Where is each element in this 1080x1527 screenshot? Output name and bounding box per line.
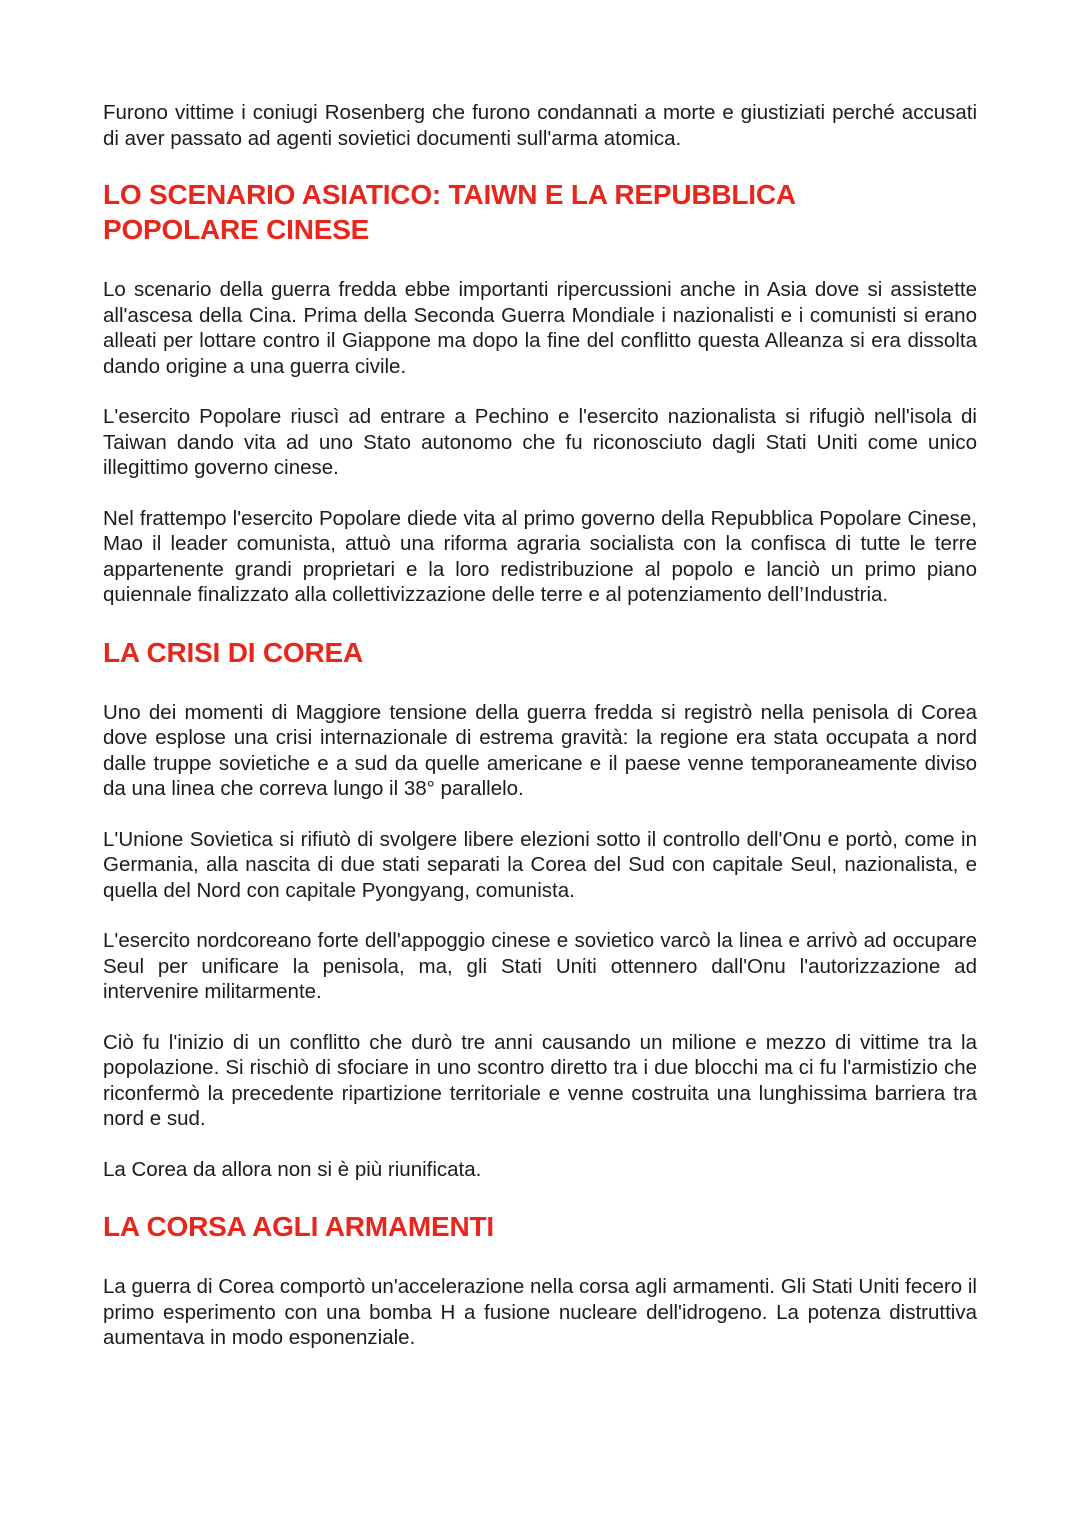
corea-paragraph-3: L'esercito nordcoreano forte dell'appoggio cinese e sovietico varcò la linea e arrivò ad occupare Seul per unificare la penisola, ma, gli Stati Uniti ottennero dall'Onu l'autorizzazione ad intervenire militarmente. [103, 929, 977, 1003]
corea-paragraph-1: Uno dei momenti di Maggiore tensione della guerra fredda si registrò nella penisola di Corea dove esplose una crisi internazionale di estrema gravità: la regione era stata occupata a nord dalle truppe sovietiche e a sud da quelle americane e il paese venne temporaneamente diviso da una linea che correva lungo il 38° parallelo. [103, 700, 977, 800]
armamenti-paragraph-1: La guerra di Corea comportò un'accelerazione nella corsa agli armamenti. Gli Stati Uniti fecero il primo esperimento con una bomba H a fusione nucleare dell'idrogeno. La potenza distruttiva aumentava in modo esponenziale. [103, 1275, 977, 1349]
asia-paragraph-2: L'esercito Popolare riuscì ad entrare a Pechino e l'esercito nazionalista si rifugiò nell'isola di Taiwan dando vita ad uno Stato autonomo che fu riconosciuto dagli Stati Uniti come unico illegittimo governo cinese. [103, 405, 977, 479]
corea-paragraph-2: L'Unione Sovietica si rifiutò di svolgere libere elezioni sotto il controllo dell'Onu e portò, come in Germania, alla nascita di due stati separati la Corea del Sud con capitale Seul, nazionalista, e quella del Nord con capitale Pyongyang, comunista. [103, 827, 977, 902]
heading-crisi-corea: LA CRISI DI COREA [103, 636, 364, 668]
asia-paragraph-3: Nel frattempo l'esercito Popolare diede vita al primo governo della Repubblica Popolare Cinese, Mao il leader comunista, attuò una riforma agraria socialista con la confisca di tutte le terre appartenente grandi proprietari e la loro redistribuzione al popolo e lanciò un primo piano quiennale finalizzato alla collettivizzazione delle terre e al potenziamento dell’Industria. [103, 506, 977, 606]
corea-paragraph-4: Ciò fu l'inizio di un conflitto che durò tre anni causando un milione e mezzo di vittime tra la popolazione. Si rischiò di sfociare in uno scontro diretto tra i due blocchi ma ci fu l'armistizio che riconfermò la precedente ripartizione territoriale e venne costruita una lunghissima barriera tra nord e sud. [103, 1030, 977, 1130]
heading-corsa-armamenti: LA CORSA AGLI ARMAMENTI [103, 1211, 494, 1242]
corea-paragraph-5: La Corea da allora non si è più riunificata. [103, 1157, 482, 1181]
intro-paragraph: Furono vittime i coniugi Rosenberg che furono condannati a morte e giustiziati perché accusati di aver passato ad agenti sovietici documenti sull'arma atomica. [103, 101, 977, 150]
asia-paragraph-1: Lo scenario della guerra fredda ebbe importanti ripercussioni anche in Asia dove si assistette all'ascesa della Cina. Prima della Seconda Guerra Mondiale i nazionalisti e i comunisti si erano alleati per lottare contro il Giappone ma dopo la fine del conflitto questa Alleanza si era dissolta dando origine a una guerra civile. [103, 278, 977, 378]
document-page [103, 100, 977, 1351]
heading-scenario-asiatico: LO SCENARIO ASIATICO: TAIWN E LA REPUBBLICA POPOLARE CINESE [103, 179, 795, 245]
